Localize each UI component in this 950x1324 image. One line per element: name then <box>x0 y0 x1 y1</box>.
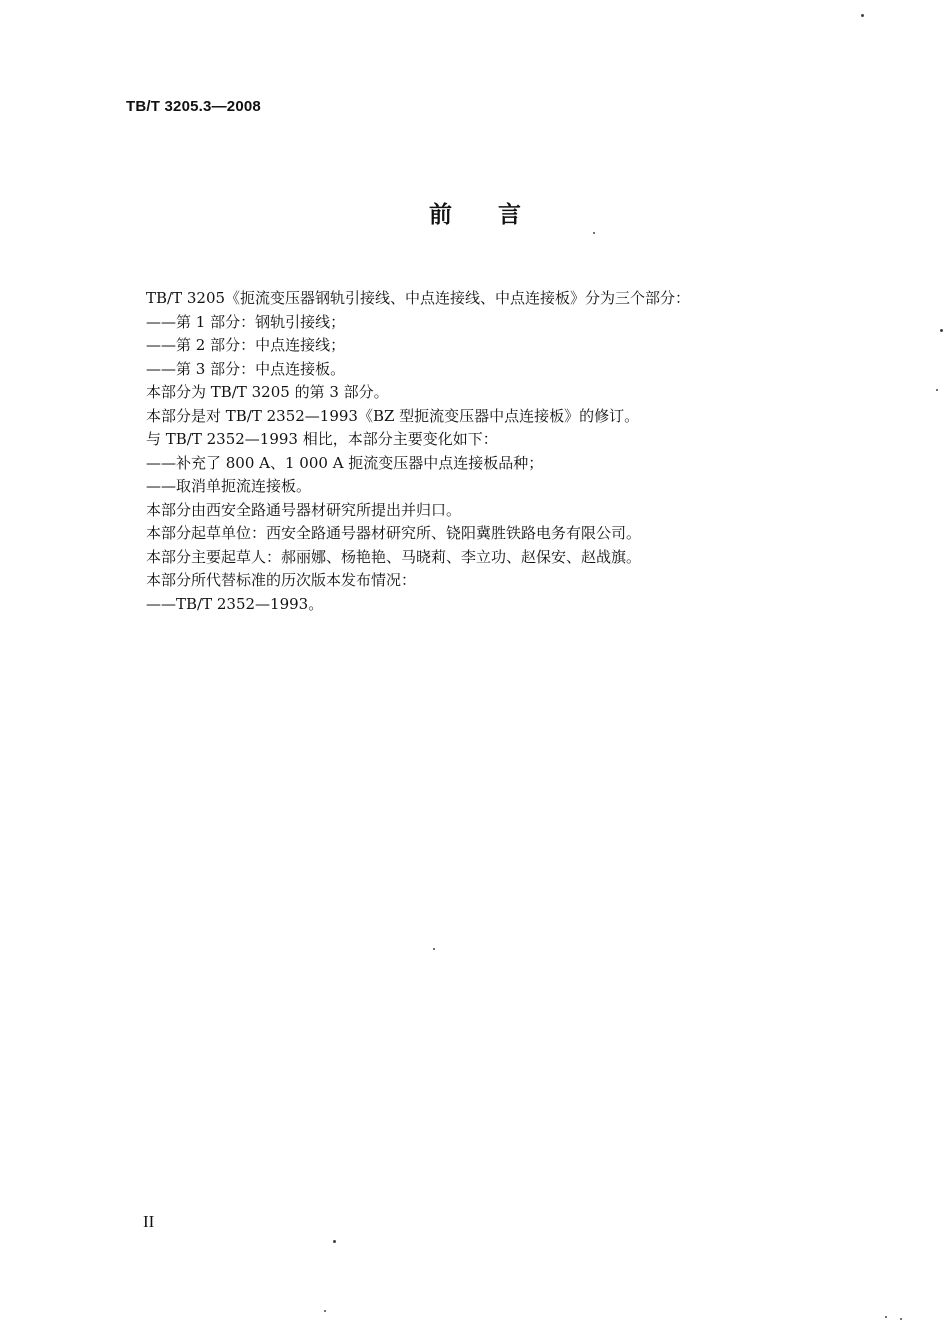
scan-speck <box>885 1316 887 1318</box>
page-title: 前言 <box>429 202 567 228</box>
foreword-line: 本部分所代替标准的历次版本发布情况： <box>146 571 417 589</box>
scan-speck <box>940 329 943 332</box>
standard-number: TB/T 3205.3—2008 <box>126 98 261 115</box>
foreword-line: ——第 1 部分：钢轨引接线； <box>146 312 346 331</box>
foreword-line: ——TB/T 2352—1993。 <box>146 594 324 613</box>
page-number: II <box>143 1212 155 1231</box>
scan-speck <box>936 389 938 391</box>
foreword-line: 本部分起草单位：西安全路通号器材研究所、铙阳冀胜铁路电务有限公司。 <box>146 524 642 542</box>
foreword-line: 本部分是对 TB/T 2352—1993《BZ 型扼流变压器中点连接板》的修订。 <box>146 406 640 425</box>
foreword-line: 与 TB/T 2352—1993 相比，本部分主要变化如下： <box>146 430 498 448</box>
foreword-line: 本部分由西安全路通号器材研究所提出并归口。 <box>146 500 462 519</box>
scan-speck <box>333 1240 336 1243</box>
foreword-line: TB/T 3205《扼流变压器钢轨引接线、中点连接线、中点连接板》分为三个部分： <box>146 289 691 307</box>
foreword-body <box>146 287 886 616</box>
foreword-line: ——第 3 部分：中点连接板。 <box>146 359 346 378</box>
scan-speck <box>433 948 435 950</box>
scan-speck <box>900 1318 902 1320</box>
foreword-line: 本部分为 TB/T 3205 的第 3 部分。 <box>146 383 389 401</box>
foreword-line: ——第 2 部分：中点连接线； <box>146 336 346 354</box>
scan-speck <box>861 14 864 17</box>
foreword-line: 本部分主要起草人：郝丽娜、杨艳艳、马晓莉、李立功、赵保安、赵战旗。 <box>146 547 642 566</box>
scan-speck <box>593 232 595 234</box>
scan-speck <box>324 1310 326 1312</box>
foreword-line: ——补充了 800 A、1 000 A 扼流变压器中点连接板品种； <box>146 453 544 472</box>
foreword-line: ——取消单扼流连接板。 <box>146 477 312 495</box>
